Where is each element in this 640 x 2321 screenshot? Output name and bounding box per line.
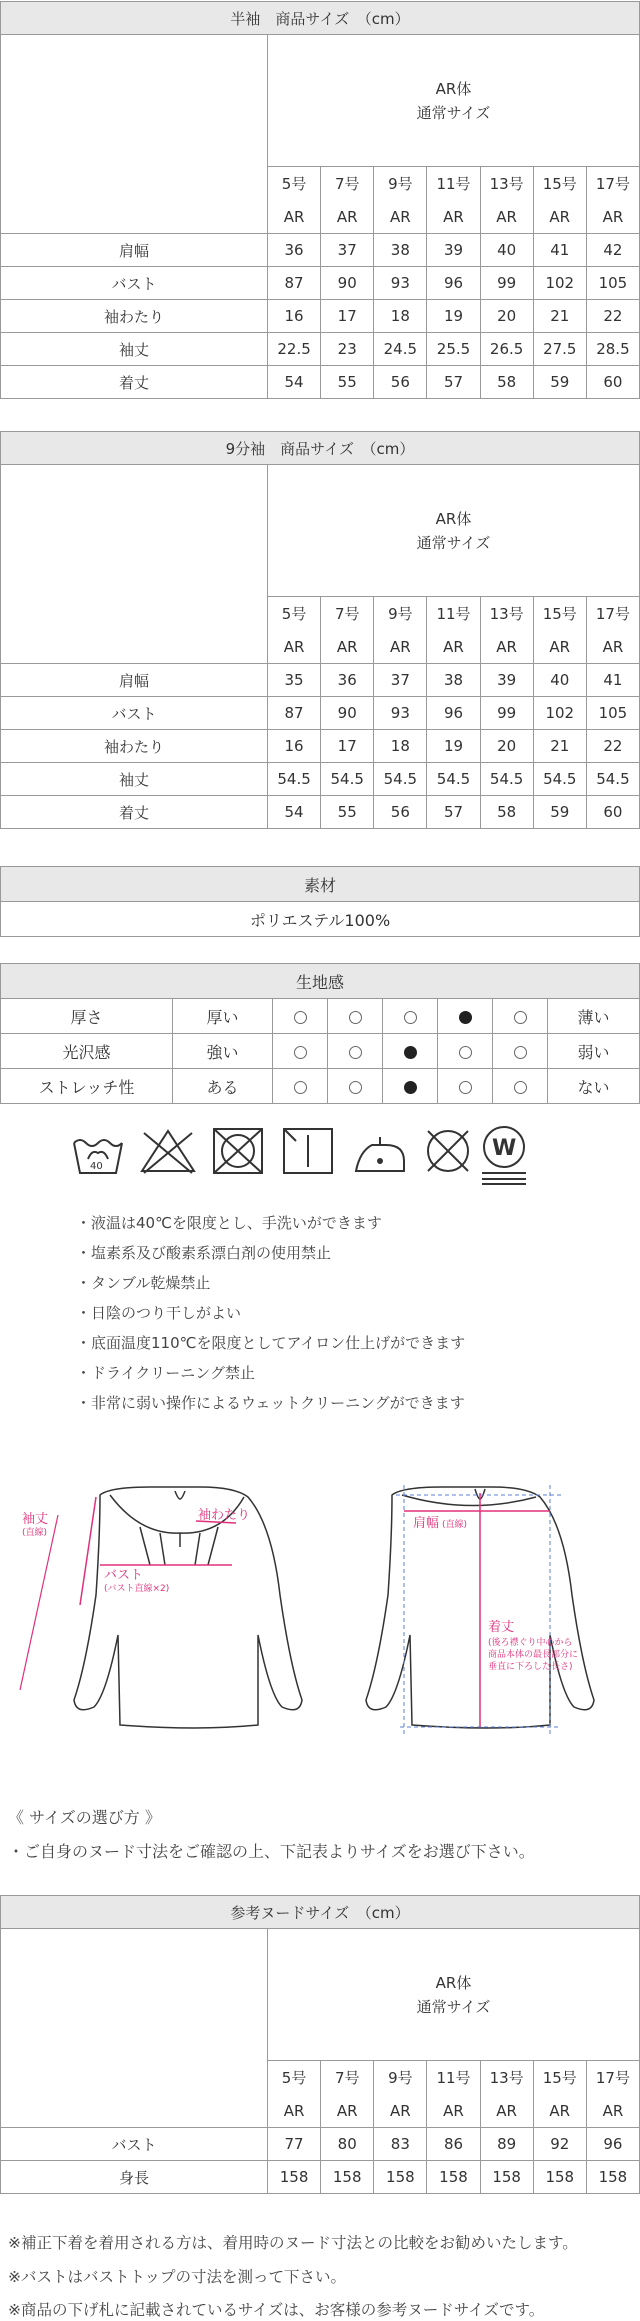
circle-icon: [294, 1081, 307, 1094]
bust-note: (バスト直線×2): [104, 1584, 170, 1594]
ar-label: AR: [533, 2094, 586, 2127]
size-value: 36: [321, 664, 374, 697]
size-value: 40: [533, 664, 586, 697]
size-value: 16: [268, 730, 321, 763]
size-value: 36: [268, 234, 321, 267]
table-row: [1, 664, 640, 697]
care-note: ・タンブル乾燥禁止: [76, 1274, 211, 1292]
table-row: [1, 234, 640, 267]
size-header: 11号: [427, 597, 480, 630]
size-value: 25.5: [427, 333, 480, 366]
selected-circle-icon: [404, 1046, 417, 1059]
ar-label: AR: [480, 200, 533, 233]
size-header: 9号: [374, 167, 427, 200]
size-value: 54.5: [533, 763, 586, 796]
size-header: 7号: [321, 597, 374, 630]
circle-icon: [514, 1011, 527, 1024]
size-value: 17: [321, 730, 374, 763]
texture-scale-cell: [273, 1034, 328, 1069]
table-row: [1, 796, 640, 829]
texture-row: [1, 999, 640, 1034]
body-type: AR体 通常サイズ: [268, 1929, 640, 2061]
size-value: 158: [480, 2161, 533, 2194]
no-dry-clean-icon: [428, 1131, 468, 1171]
ar-label: AR: [374, 630, 427, 663]
texture-scale-cell: [493, 1069, 548, 1104]
size-value: 21: [533, 730, 586, 763]
size-value: 102: [533, 267, 586, 300]
table-title: 9分袖 商品サイズ （cm）: [1, 432, 640, 465]
ar-label: AR: [480, 2094, 533, 2127]
size-value: 96: [427, 267, 480, 300]
texture-scale-cell: [383, 999, 438, 1034]
texture-scale-cell: [273, 1069, 328, 1104]
row-label: 袖丈: [1, 333, 268, 366]
footnote: ※補正下着を着用される方は、着用時のヌード寸法との比較をお勧めいたします。: [8, 2234, 578, 2252]
texture-right-label: 弱い: [548, 1034, 640, 1069]
texture-scale-cell: [383, 1034, 438, 1069]
size-header: 5号: [268, 167, 321, 200]
footnote: ※商品の下げ札に記載されているサイズは、お客様の参考ヌードサイズです。: [8, 2301, 545, 2319]
circle-icon: [459, 1081, 472, 1094]
size-value: 57: [427, 796, 480, 829]
size-header: 5号: [268, 597, 321, 630]
care-note: ・液温は40℃を限度とし、手洗いができます: [76, 1214, 382, 1232]
size-value: 99: [480, 267, 533, 300]
size-value: 90: [321, 267, 374, 300]
size-value: 59: [533, 796, 586, 829]
size-value: 19: [427, 730, 480, 763]
ar-label: AR: [586, 630, 639, 663]
size-value: 54: [268, 366, 321, 399]
size-guide-text: ・ご自身のヌード寸法をご確認の上、下記表よりサイズをお選び下さい。: [8, 1842, 535, 1861]
care-notes: [76, 1208, 465, 1418]
circle-icon: [349, 1046, 362, 1059]
ar-label: AR: [533, 200, 586, 233]
texture-scale-cell: [328, 1069, 383, 1104]
size-value: 54.5: [268, 763, 321, 796]
shoulder-note: (直線): [442, 1520, 468, 1530]
length-note: 商品本体の最長部分に: [488, 1650, 579, 1660]
size-header: 13号: [480, 2061, 533, 2094]
size-value: 22: [586, 730, 639, 763]
texture-scale-cell: [438, 1069, 493, 1104]
texture-right-label: ない: [548, 1069, 640, 1104]
size-value: 16: [268, 300, 321, 333]
no-bleach-icon: [142, 1131, 194, 1173]
care-icons: [72, 1125, 532, 1185]
texture-label: 厚さ: [1, 999, 173, 1034]
size-value: 99: [480, 697, 533, 730]
size-value: 93: [374, 267, 427, 300]
size-value: 60: [586, 366, 639, 399]
row-label: バスト: [1, 267, 268, 300]
sleeve-length-label: 袖丈: [22, 1512, 49, 1527]
size-value: 87: [268, 267, 321, 300]
row-label: 袖わたり: [1, 300, 268, 333]
size-value: 158: [321, 2161, 374, 2194]
selected-circle-icon: [404, 1081, 417, 1094]
size-value: 54.5: [321, 763, 374, 796]
size-value: 56: [374, 366, 427, 399]
size-value: 158: [586, 2161, 639, 2194]
care-note: ・塩素系及び酸素系漂白剤の使用禁止: [76, 1244, 332, 1262]
length-note: 垂直に下ろした長さ): [488, 1662, 573, 1672]
size-value: 18: [374, 730, 427, 763]
size-value: 37: [321, 234, 374, 267]
size-header: 13号: [480, 597, 533, 630]
texture-row: [1, 1069, 640, 1104]
size-value: 60: [586, 796, 639, 829]
length-note: (後ろ襟ぐり中心から: [488, 1638, 573, 1648]
size-value: 54.5: [480, 763, 533, 796]
short-sleeve-size-table: [0, 1, 640, 399]
no-tumble-dry-icon: [214, 1129, 262, 1173]
footnote: ※バストはバストトップの寸法を測って下さい。: [8, 2268, 347, 2286]
sleeve-length-note: (直線): [22, 1528, 48, 1538]
ar-label: AR: [427, 200, 480, 233]
care-note: ・日陰のつり干しがよい: [76, 1304, 242, 1322]
size-value: 54: [268, 796, 321, 829]
circle-icon: [294, 1011, 307, 1024]
texture-title: 生地感: [1, 964, 640, 999]
ar-label: AR: [321, 2094, 374, 2127]
texture-label: 光沢感: [1, 1034, 173, 1069]
size-value: 41: [586, 664, 639, 697]
texture-right-label: 薄い: [548, 999, 640, 1034]
size-guide-title: 《 サイズの選び方 》: [8, 1808, 161, 1827]
size-header: 15号: [533, 597, 586, 630]
size-value: 40: [480, 234, 533, 267]
svg-text:W: W: [492, 1136, 517, 1161]
size-value: 21: [533, 300, 586, 333]
ar-label: AR: [268, 200, 321, 233]
texture-table: [0, 963, 640, 1104]
wash-40-hand-icon: [74, 1140, 122, 1173]
size-value: 19: [427, 300, 480, 333]
size-value: 92: [533, 2128, 586, 2161]
ar-label: AR: [533, 630, 586, 663]
size-header: 15号: [533, 167, 586, 200]
size-value: 23: [321, 333, 374, 366]
size-value: 17: [321, 300, 374, 333]
material-table: [0, 866, 640, 937]
wet-clean-gentle-icon: [482, 1127, 526, 1184]
size-value: 20: [480, 300, 533, 333]
size-value: 56: [374, 796, 427, 829]
size-value: 58: [480, 366, 533, 399]
size-value: 24.5: [374, 333, 427, 366]
size-value: 80: [321, 2128, 374, 2161]
table-title: 半袖 商品サイズ （cm）: [1, 2, 640, 35]
size-value: 58: [480, 796, 533, 829]
row-label: バスト: [1, 2128, 268, 2161]
ar-label: AR: [321, 200, 374, 233]
size-header: 15号: [533, 2061, 586, 2094]
row-label: バスト: [1, 697, 268, 730]
circle-icon: [294, 1046, 307, 1059]
row-label: 身長: [1, 2161, 268, 2194]
table-row: [1, 300, 640, 333]
size-value: 57: [427, 366, 480, 399]
body-type: AR体 通常サイズ: [268, 465, 640, 597]
table-row: [1, 763, 640, 796]
selected-circle-icon: [459, 1011, 472, 1024]
size-value: 22: [586, 300, 639, 333]
size-value: 20: [480, 730, 533, 763]
texture-row: [1, 1034, 640, 1069]
size-value: 158: [268, 2161, 321, 2194]
size-value: 102: [533, 697, 586, 730]
table-row: [1, 697, 640, 730]
size-value: 55: [321, 366, 374, 399]
size-value: 28.5: [586, 333, 639, 366]
table-title: 参考ヌードサイズ （cm）: [1, 1896, 640, 1929]
row-label: 袖わたり: [1, 730, 268, 763]
circle-icon: [349, 1081, 362, 1094]
ar-label: AR: [480, 630, 533, 663]
texture-scale-cell: [438, 1034, 493, 1069]
size-value: 55: [321, 796, 374, 829]
size-header: 11号: [427, 167, 480, 200]
table-row: [1, 267, 640, 300]
texture-left-label: ある: [173, 1069, 273, 1104]
size-header: 17号: [586, 2061, 639, 2094]
size-value: 83: [374, 2128, 427, 2161]
size-value: 18: [374, 300, 427, 333]
material-value: ポリエステル100%: [1, 902, 640, 937]
table-row: [1, 333, 640, 366]
size-header: 17号: [586, 597, 639, 630]
ar-label: AR: [586, 2094, 639, 2127]
size-value: 105: [586, 697, 639, 730]
circle-icon: [404, 1011, 417, 1024]
svg-text:40: 40: [90, 1161, 103, 1172]
line-dry-shade-icon: [284, 1129, 332, 1173]
ar-label: AR: [586, 200, 639, 233]
size-header: 17号: [586, 167, 639, 200]
size-value: 59: [533, 366, 586, 399]
iron-low-icon: [356, 1137, 404, 1171]
texture-scale-cell: [273, 999, 328, 1034]
size-value: 39: [480, 664, 533, 697]
texture-scale-cell: [493, 1034, 548, 1069]
size-value: 54.5: [427, 763, 480, 796]
ar-label: AR: [427, 630, 480, 663]
nude-size-table: [0, 1895, 640, 2194]
ar-label: AR: [321, 630, 374, 663]
size-value: 89: [480, 2128, 533, 2161]
size-value: 35: [268, 664, 321, 697]
size-value: 38: [427, 664, 480, 697]
size-value: 86: [427, 2128, 480, 2161]
care-note: ・非常に弱い操作によるウェットクリーニングができます: [76, 1394, 465, 1412]
size-value: 90: [321, 697, 374, 730]
size-value: 87: [268, 697, 321, 730]
size-value: 42: [586, 234, 639, 267]
size-value: 77: [268, 2128, 321, 2161]
ar-label: AR: [427, 2094, 480, 2127]
measurement-diagram: [0, 1475, 640, 1755]
texture-left-label: 強い: [173, 1034, 273, 1069]
shoulder-label: 肩幅: [413, 1516, 440, 1531]
front-blouse-illustration: [74, 1487, 302, 1728]
size-header: 11号: [427, 2061, 480, 2094]
size-header: 13号: [480, 167, 533, 200]
size-value: 105: [586, 267, 639, 300]
texture-scale-cell: [383, 1069, 438, 1104]
circle-icon: [459, 1046, 472, 1059]
ar-label: AR: [268, 2094, 321, 2127]
table-row: [1, 2161, 640, 2194]
size-value: 26.5: [480, 333, 533, 366]
row-label: 肩幅: [1, 664, 268, 697]
row-label: 袖丈: [1, 763, 268, 796]
table-row: [1, 366, 640, 399]
row-label: 着丈: [1, 796, 268, 829]
size-value: 158: [374, 2161, 427, 2194]
row-label: 着丈: [1, 366, 268, 399]
circle-icon: [514, 1081, 527, 1094]
size-value: 37: [374, 664, 427, 697]
circle-icon: [349, 1011, 362, 1024]
size-value: 22.5: [268, 333, 321, 366]
table-row: [1, 2128, 640, 2161]
texture-scale-cell: [328, 999, 383, 1034]
care-note: ・底面温度110℃を限度としてアイロン仕上げができます: [76, 1334, 466, 1352]
ar-label: AR: [374, 2094, 427, 2127]
texture-left-label: 厚い: [173, 999, 273, 1034]
size-value: 96: [427, 697, 480, 730]
circle-icon: [514, 1046, 527, 1059]
care-note: ・ドライクリーニング禁止: [76, 1364, 255, 1382]
table-row: [1, 730, 640, 763]
size-header: 9号: [374, 597, 427, 630]
size-value: 96: [586, 2128, 639, 2161]
texture-scale-cell: [493, 999, 548, 1034]
size-header: 5号: [268, 2061, 321, 2094]
row-label: 肩幅: [1, 234, 268, 267]
size-value: 27.5: [533, 333, 586, 366]
ar-label: AR: [374, 200, 427, 233]
ar-label: AR: [268, 630, 321, 663]
nine-tenth-sleeve-size-table: [0, 431, 640, 829]
body-type: AR体 通常サイズ: [268, 35, 640, 167]
size-value: 38: [374, 234, 427, 267]
texture-scale-cell: [328, 1034, 383, 1069]
size-header: 9号: [374, 2061, 427, 2094]
size-value: 158: [533, 2161, 586, 2194]
texture-label: ストレッチ性: [1, 1069, 173, 1104]
size-value: 41: [533, 234, 586, 267]
size-value: 158: [427, 2161, 480, 2194]
bust-label: バスト: [104, 1568, 144, 1583]
material-title: 素材: [1, 867, 640, 902]
size-header: 7号: [321, 2061, 374, 2094]
size-value: 93: [374, 697, 427, 730]
texture-scale-cell: [438, 999, 493, 1034]
size-header: 7号: [321, 167, 374, 200]
size-value: 54.5: [374, 763, 427, 796]
length-label: 着丈: [488, 1620, 515, 1635]
sleeve-width-label: 袖わたり: [198, 1508, 251, 1523]
size-value: 39: [427, 234, 480, 267]
size-value: 54.5: [586, 763, 639, 796]
